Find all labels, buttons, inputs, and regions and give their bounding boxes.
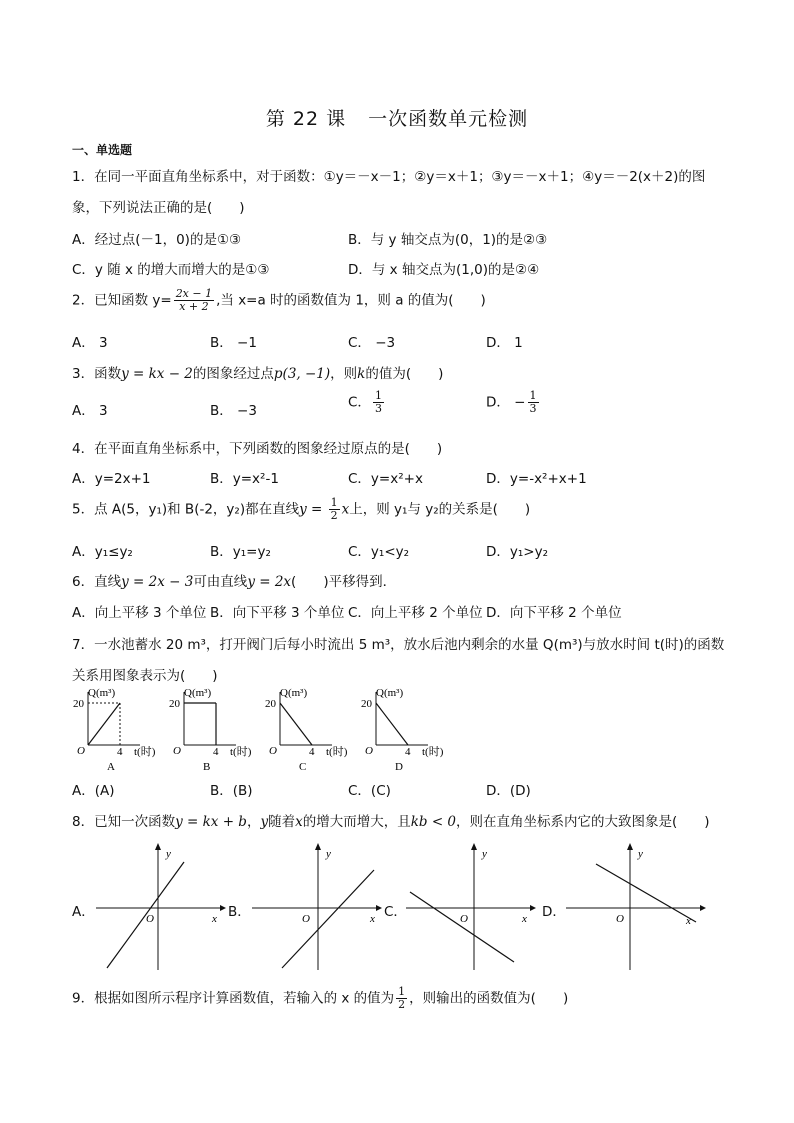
q2-option-c[interactable]: C． −3 <box>348 335 396 351</box>
q8-option-d-label[interactable]: D． <box>542 904 566 920</box>
q7-c-name: C <box>299 761 307 773</box>
q4-stem: 4．在平面直角坐标系中，下列函数的图象经过原点的是( ) <box>72 441 443 457</box>
q7-option-c[interactable]: C．(C) <box>348 783 391 799</box>
q7-a-t-label: t(时) <box>134 746 156 758</box>
q8-d-line <box>596 864 696 922</box>
q8-c-y-arrow <box>471 843 477 850</box>
q3-stem-b: 的图象经过点 <box>192 366 274 382</box>
q8-d-y-arrow <box>627 843 633 850</box>
q7-d-q-label: Q(m³) <box>376 687 404 699</box>
q7-graph-d[interactable] <box>361 687 444 773</box>
q3-c-num: 1 <box>374 389 382 402</box>
q8-condition: kb < 0 <box>410 814 457 830</box>
q8-c-x-arrow <box>530 905 536 911</box>
q8-b-y-label: y <box>326 848 331 860</box>
lesson-name: 一次函数单元检测 <box>368 108 529 130</box>
section-heading: 一、单选题 <box>72 143 133 157</box>
q3-stem-d: 的值为( ) <box>365 366 444 382</box>
q6-stem-c: ( )平移得到． <box>291 574 397 590</box>
q8-graph-a[interactable] <box>92 840 232 975</box>
q7-b-4: 4 <box>213 746 219 758</box>
q3-stem-a: 3．函数 <box>72 366 122 382</box>
q3-point: p(3, −1) <box>273 366 331 382</box>
q9-stem <box>72 986 568 1011</box>
q8-stem-e: ，则在直角坐标系内它的大致图象是( ) <box>456 814 710 830</box>
q3-d-num: 1 <box>529 389 537 402</box>
q7-c-origin: O <box>269 745 277 757</box>
q5-expression: y = <box>299 501 327 518</box>
q4-option-d[interactable]: D．y=-x²+x+1 <box>486 471 587 487</box>
q1-func-2: ；②y＝x＋1 <box>400 169 478 185</box>
q2-stem <box>72 288 486 313</box>
q8-expression: y = kx + b <box>175 814 247 830</box>
q3-option-d-label: D． − <box>486 394 526 411</box>
q7-b-t-label: t(时) <box>230 746 252 758</box>
q7-stem-line1: 7．一水池蓄水 20 m³，打开阀门后每小时流出 5 m³，放水后池内剩余的水量 Q(m³)与放水时间 t(时)的函数 <box>72 637 725 653</box>
q3-expression: y = kx − 2 <box>121 366 193 382</box>
q7-graph-a[interactable] <box>73 687 156 773</box>
q6-option-d[interactable]: D．向下平移 2 个单位 <box>486 605 622 621</box>
q3-option-c[interactable] <box>348 390 386 415</box>
q8-d-x-arrow <box>700 905 706 911</box>
q8-a-y-label: y <box>166 848 171 860</box>
q8-stem-c: 随着 <box>268 814 296 830</box>
q8-d-y-label: y <box>638 848 643 860</box>
q7-c-4: 4 <box>309 746 315 758</box>
q6-option-a[interactable]: A．向上平移 3 个单位 <box>72 605 207 621</box>
q9-frac-num: 1 <box>398 985 406 998</box>
q7-option-a[interactable]: A．(A) <box>72 783 115 799</box>
q7-a-20: 20 <box>73 698 84 710</box>
q8-c-x-label: x <box>522 913 527 925</box>
q2-frac-num: 2x − 1 <box>175 287 213 300</box>
q6-stem-a: 6．直线 <box>72 574 122 590</box>
q1-stem-tail: 的图 <box>678 169 706 185</box>
q2-option-d[interactable]: D． 1 <box>486 335 523 351</box>
q8-c-y-label: y <box>482 848 487 860</box>
q9-stem-b: ，则输出的函数值为( ) <box>409 990 569 1007</box>
q1-option-a[interactable]: A．经过点(－1，0)的是①③ <box>72 232 242 248</box>
q5-frac-num: 1 <box>330 496 338 509</box>
q3-option-c-label: C． <box>348 394 371 411</box>
q7-graphs <box>72 684 362 774</box>
q6-expression-1: y = 2x − 3 <box>121 574 194 590</box>
q3-d-den: 3 <box>529 402 537 415</box>
q5-option-c[interactable]: C．y₁<y₂ <box>348 544 410 560</box>
q1-option-b[interactable]: B．与 y 轴交点为(0，1)的是②③ <box>348 232 548 248</box>
q7-option-b[interactable]: B．(B) <box>210 783 253 799</box>
q8-option-c-label[interactable]: C． <box>384 904 407 920</box>
q7-c-q-label: Q(m³) <box>280 687 308 699</box>
q7-graph-d-wrap <box>360 684 460 774</box>
q8-c-origin: O <box>460 913 468 925</box>
q8-b-origin: O <box>302 913 310 925</box>
q4-option-b[interactable]: B．y=x²-1 <box>210 471 279 487</box>
q1-stem-line2: 象，下列说法正确的是( ) <box>72 200 245 216</box>
q5-stem-b: 上，则 y₁与 y₂的关系是( ) <box>349 501 531 518</box>
q1-stem-line1 <box>72 165 705 185</box>
q3-option-b[interactable]: B． −3 <box>210 403 257 419</box>
q7-a-q-label: Q(m³) <box>88 687 116 699</box>
q7-graph-b[interactable] <box>169 687 252 773</box>
q7-b-origin: O <box>173 745 181 757</box>
q2-stem-a: 2．已知函数 y= <box>72 292 172 309</box>
q5-stem-a: 5．点 A(5，y₁)和 B(-2，y₂)都在直线 <box>72 501 300 518</box>
q8-a-x-arrow <box>220 905 226 911</box>
q4-option-a[interactable]: A．y=2x+1 <box>72 471 151 487</box>
q5-option-a[interactable]: A．y₁≤y₂ <box>72 544 133 560</box>
q8-x: x <box>295 814 303 830</box>
q1-stem-a: 1．在同一平面直角坐标系中，对于函数： <box>72 169 324 185</box>
q5-fraction <box>329 497 340 522</box>
q8-option-a-label[interactable]: A． <box>72 904 95 920</box>
q3-option-d[interactable] <box>486 390 541 415</box>
q8-b-line <box>282 870 374 968</box>
q3-option-d-fraction <box>528 390 539 415</box>
q5-frac-den: 2 <box>330 509 338 522</box>
q5-x: x <box>341 501 350 518</box>
q8-graph-c[interactable] <box>402 840 542 975</box>
q4-option-c[interactable]: C．y=x²+x <box>348 471 423 487</box>
q8-stem-a: 8．已知一次函数 <box>72 814 176 830</box>
q3-option-c-fraction <box>373 390 384 415</box>
q3-k: k <box>357 366 366 382</box>
q8-a-y-arrow <box>155 843 161 850</box>
q7-d-t-label: t(时) <box>422 746 444 758</box>
q8-graph-d[interactable] <box>562 840 712 975</box>
q7-a-origin: O <box>77 745 85 757</box>
q7-a-4: 4 <box>117 746 123 758</box>
q7-b-q-label: Q(m³) <box>184 687 212 699</box>
q8-d-x-label: x <box>686 915 691 927</box>
q8-b-y-arrow <box>315 843 321 850</box>
q6-stem-b: 可由直线 <box>193 574 248 590</box>
q7-c-line <box>280 703 312 745</box>
q8-c-line <box>410 892 514 962</box>
q5-option-d[interactable]: D．y₁>y₂ <box>486 544 549 560</box>
q3-stem-c: ，则 <box>330 366 358 382</box>
q2-frac-den: x + 2 <box>179 300 209 313</box>
q1-func-3: ；③y＝－x＋1 <box>477 169 569 185</box>
q8-d-origin: O <box>616 913 624 925</box>
q8-stem-d: 的增大而增大，且 <box>302 814 411 830</box>
q8-stem <box>72 810 710 830</box>
q7-b-name: B <box>203 761 211 773</box>
q7-d-name: D <box>395 761 403 773</box>
q1-option-c[interactable]: C．y 随 x 的增大而增大的是①③ <box>72 262 270 278</box>
q1-func-4: ；④y＝－2(x＋2) <box>568 169 679 185</box>
q3-stem <box>72 362 443 382</box>
q7-c-20: 20 <box>265 698 276 710</box>
q7-c-t-label: t(时) <box>326 746 348 758</box>
q2-stem-b: ,当 x=a 时的函数值为 1，则 a 的值为( ) <box>216 292 486 309</box>
q9-fraction <box>396 986 407 1011</box>
lesson-number: 第 22 课 <box>265 108 347 130</box>
q7-stem-line2: 关系用图象表示为( ) <box>72 668 218 684</box>
q2-fraction <box>174 288 214 313</box>
q8-a-x-label: x <box>212 913 217 925</box>
q7-d-origin: O <box>365 745 373 757</box>
q6-expression-2: y = 2x <box>247 574 292 590</box>
q6-option-c[interactable]: C．向上平移 2 个单位 <box>348 605 483 621</box>
q8-stem-b: ， <box>246 814 261 830</box>
q7-a-name: A <box>107 761 115 773</box>
q8-b-x-label: x <box>370 913 375 925</box>
q2-option-a[interactable]: A． 3 <box>72 335 108 351</box>
q1-func-1: ①y＝－x－1 <box>323 169 401 185</box>
q7-graph-c[interactable] <box>265 687 348 773</box>
q8-b-x-arrow <box>376 905 382 911</box>
q7-d-line <box>376 703 408 745</box>
q1-option-d[interactable]: D．与 x 轴交点为(1,0)的是②④ <box>348 262 540 278</box>
q7-b-20: 20 <box>169 698 180 710</box>
q8-graph-b[interactable] <box>248 840 388 975</box>
q5-stem <box>72 497 530 522</box>
q7-option-d[interactable]: D．(D) <box>486 783 531 799</box>
q8-y: y <box>260 814 269 830</box>
q9-frac-den: 2 <box>398 998 406 1011</box>
q7-a-line <box>88 703 120 745</box>
q3-c-den: 3 <box>374 402 382 415</box>
q2-option-b[interactable]: B． −1 <box>210 335 257 351</box>
q7-d-4: 4 <box>405 746 411 758</box>
page-title <box>0 104 794 131</box>
q6-option-b[interactable]: B．向下平移 3 个单位 <box>210 605 345 621</box>
q8-a-origin: O <box>146 913 154 925</box>
q7-d-20: 20 <box>361 698 372 710</box>
q9-stem-a: 9．根据如图所示程序计算函数值，若输入的 x 的值为 <box>72 990 395 1007</box>
q8-option-b-label[interactable]: B． <box>228 904 251 920</box>
q5-option-b[interactable]: B．y₁=y₂ <box>210 544 271 560</box>
q3-option-a[interactable]: A． 3 <box>72 403 108 419</box>
q6-stem <box>72 570 396 590</box>
